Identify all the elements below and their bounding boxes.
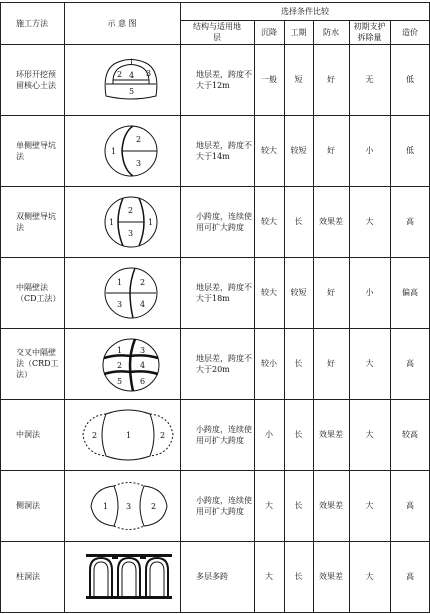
diagram-label: 3 [128,229,134,238]
structure-cell: 小跨度，连续使用可扩大跨度 [196,495,252,516]
header-support-removal: 初期支护拆除量 [353,22,386,42]
structure-cell: 多层多跨 [196,572,228,581]
duration-cell: 长 [294,572,303,581]
tunnel-diagram [78,408,178,462]
diagram-label: 1 [117,278,123,287]
duration-cell: 长 [294,359,303,368]
diagram-label: 2 [151,502,157,511]
diagram-label: 2 [117,70,123,79]
header-duration: 工期 [290,27,307,37]
tunnel-diagram [84,550,174,602]
waterproof-cell: 好 [327,288,335,297]
method-cell: 环形开挖预留核心土法 [16,69,56,90]
removal-cell: 无 [365,75,374,84]
rule [0,2,1,612]
settlement-cell: 较大 [261,288,277,297]
settlement-cell: 一般 [261,75,277,84]
header-waterproof: 防水 [323,27,339,37]
structure-cell: 小跨度，连续使用可扩大跨度 [196,424,252,445]
header-settlement: 沉降 [261,27,277,37]
removal-cell: 大 [365,572,374,581]
diagram-label: 1 [148,218,154,227]
header-structure: 结构与适用地层 [193,22,241,42]
diagram-label: 4 [129,71,135,80]
duration-cell: 长 [294,501,303,510]
diagram-label: 1 [103,502,109,511]
diagram-label: 1 [111,147,117,156]
waterproof-cell: 效果差 [319,217,343,226]
diagram-label: 2 [117,361,123,370]
removal-cell: 小 [365,288,374,297]
waterproof-cell: 效果差 [319,501,343,510]
waterproof-cell: 好 [327,359,335,368]
structure-cell: 小跨度，连续使用可扩大跨度 [196,211,252,232]
tunnel-diagram [102,194,160,250]
diagram-label: 3 [136,159,142,168]
diagram-label: 4 [140,300,146,309]
rule [180,2,181,612]
cost-cell: 高 [406,217,414,226]
structure-cell: 地层差，跨度不大于12m [196,69,252,90]
method-cell: 中隔壁法（CD工法） [16,282,61,303]
diagram-label: 3 [146,69,152,78]
diagram-label: 1 [129,58,135,67]
diagram-label: 2 [92,431,98,440]
tunnel-diagram [100,56,162,102]
cost-cell: 偏高 [402,288,418,297]
method-cell: 侧洞法 [16,501,40,510]
cost-cell: 高 [406,359,414,368]
diagram-label: 2 [136,135,142,144]
duration-cell: 长 [294,217,303,226]
structure-cell: 地层差，跨度不大于14m [196,140,252,161]
settlement-cell: 较大 [261,217,277,226]
cost-cell: 较高 [402,430,418,439]
header-group: 选择条件比较 [281,6,329,16]
settlement-cell: 小 [265,430,273,439]
removal-cell: 小 [365,146,374,155]
cost-cell: 低 [406,75,414,84]
removal-cell: 大 [365,217,374,226]
removal-cell: 大 [365,359,374,368]
waterproof-cell: 好 [327,146,335,155]
diagram-label: 5 [117,377,123,386]
method-cell: 柱洞法 [16,572,40,581]
diagram-label: 3 [140,346,146,355]
settlement-cell: 较小 [261,359,277,368]
duration-cell: 较短 [290,288,307,297]
diagram-label: 6 [140,377,146,386]
diagram-label: 1 [117,346,123,355]
cost-cell: 高 [406,501,414,510]
cost-cell: 低 [406,146,414,155]
diagram-label: 1 [109,218,115,227]
header-cost: 造价 [402,27,418,37]
header-diagram: 示 意 图 [107,18,137,28]
duration-cell: 短 [294,75,303,84]
diagram-label: 2 [140,278,146,287]
removal-cell: 大 [365,430,374,439]
waterproof-cell: 效果差 [319,572,343,581]
waterproof-cell: 好 [327,75,335,84]
tunnel-diagram [102,123,160,179]
method-cell: 双侧壁导坑法 [16,211,56,232]
rule [64,2,65,612]
duration-cell: 长 [294,430,303,439]
method-cell: 单侧壁导坑法 [16,140,56,161]
structure-cell: 地层差，跨度不大于18m [196,282,252,303]
diagram-label: 2 [128,206,134,215]
diagram-label: 1 [126,431,132,440]
tunnel-diagram [102,265,160,321]
settlement-cell: 大 [265,572,273,581]
diagram-label: 3 [117,300,123,309]
diagram-label: 3 [126,502,132,511]
method-cell: 交叉中隔壁法（CRD工法） [16,348,59,379]
diagram-label: 2 [160,431,166,440]
removal-cell: 大 [365,501,374,510]
settlement-cell: 大 [265,501,273,510]
duration-cell: 较短 [290,146,307,155]
method-cell: 中洞法 [16,430,40,439]
diagram-label: 4 [140,361,146,370]
settlement-cell: 较大 [261,146,277,155]
waterproof-cell: 效果差 [319,430,343,439]
tunnel-diagram [86,480,172,532]
header-method: 施工方法 [16,18,48,28]
structure-cell: 地层差，跨度不大于20m [196,353,252,374]
cost-cell: 高 [406,572,414,581]
tunnel-diagram [100,336,162,394]
diagram-label: 5 [129,87,135,96]
rule [0,612,430,613]
